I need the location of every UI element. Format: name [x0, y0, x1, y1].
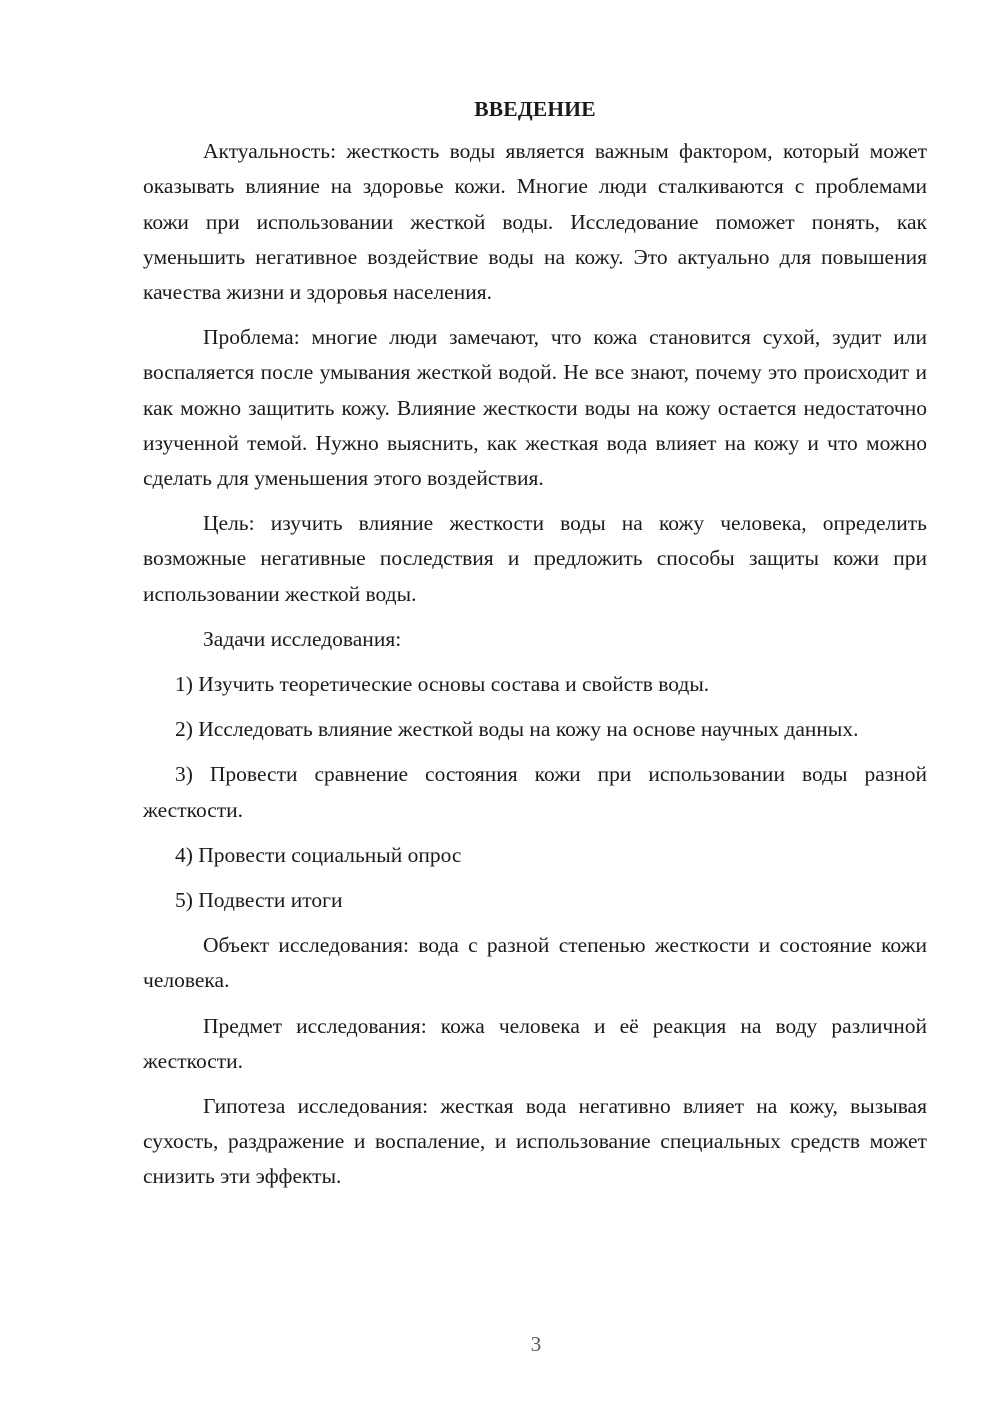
task-item: 2) Исследовать влияние жесткой воды на кожу на основе научных данных.	[175, 717, 859, 742]
paragraph-object: Объект исследования: вода с разной степенью жесткости и состояние кожи человека.	[143, 933, 927, 993]
task-item: 5) Подвести итоги	[175, 888, 343, 913]
paragraph-relevance: Актуальность: жесткость воды является важным фактором, который может оказывать влияние на здоровье кожи. Многие люди сталкиваются с проблемами кожи при использовании жесткой воды. Исследование поможет понять, как уменьшить негативное воздействие воды на кожу. Это актуально для повышения качества жизни и здоровья населения.	[143, 139, 927, 305]
paragraph-problem: Проблема: многие люди замечают, что кожа становится сухой, зудит или воспаляется после умывания жесткой водой. Не все знают, почему это происходит и как можно защитить кожу. Влияние жесткости воды на кожу остается недостаточно изученной темой. Нужно выяснить, как жесткая вода влияет на кожу и что можно сделать для уменьшения этого воздействия.	[143, 325, 927, 491]
task-item: 4) Провести социальный опрос	[175, 842, 462, 867]
paragraph-subject: Предмет исследования: кожа человека и её реакция на воду различной жесткости.	[143, 1013, 927, 1073]
task-item: 3) Провести сравнение состояния кожи при использовании воды разной жесткости.	[143, 762, 927, 822]
paragraph-hypothesis: Гипотеза исследования: жесткая вода негативно влияет на кожу, вызывая сухость, раздражение и воспаление, и использование специальных средств может снизить эти эффекты.	[143, 1094, 927, 1189]
task-item: 1) Изучить теоретические основы состава и свойств воды.	[175, 672, 710, 697]
paragraph-goal: Цель: изучить влияние жесткости воды на кожу человека, определить возможные негативные последствия и предложить способы защиты кожи при использовании жесткой воды.	[143, 511, 927, 606]
document-body	[143, 92, 927, 1205]
section-title: ВВЕДЕНИЕ	[474, 97, 596, 121]
page-number: 3	[530, 1332, 542, 1356]
tasks-heading: Задачи исследования:	[203, 626, 402, 651]
